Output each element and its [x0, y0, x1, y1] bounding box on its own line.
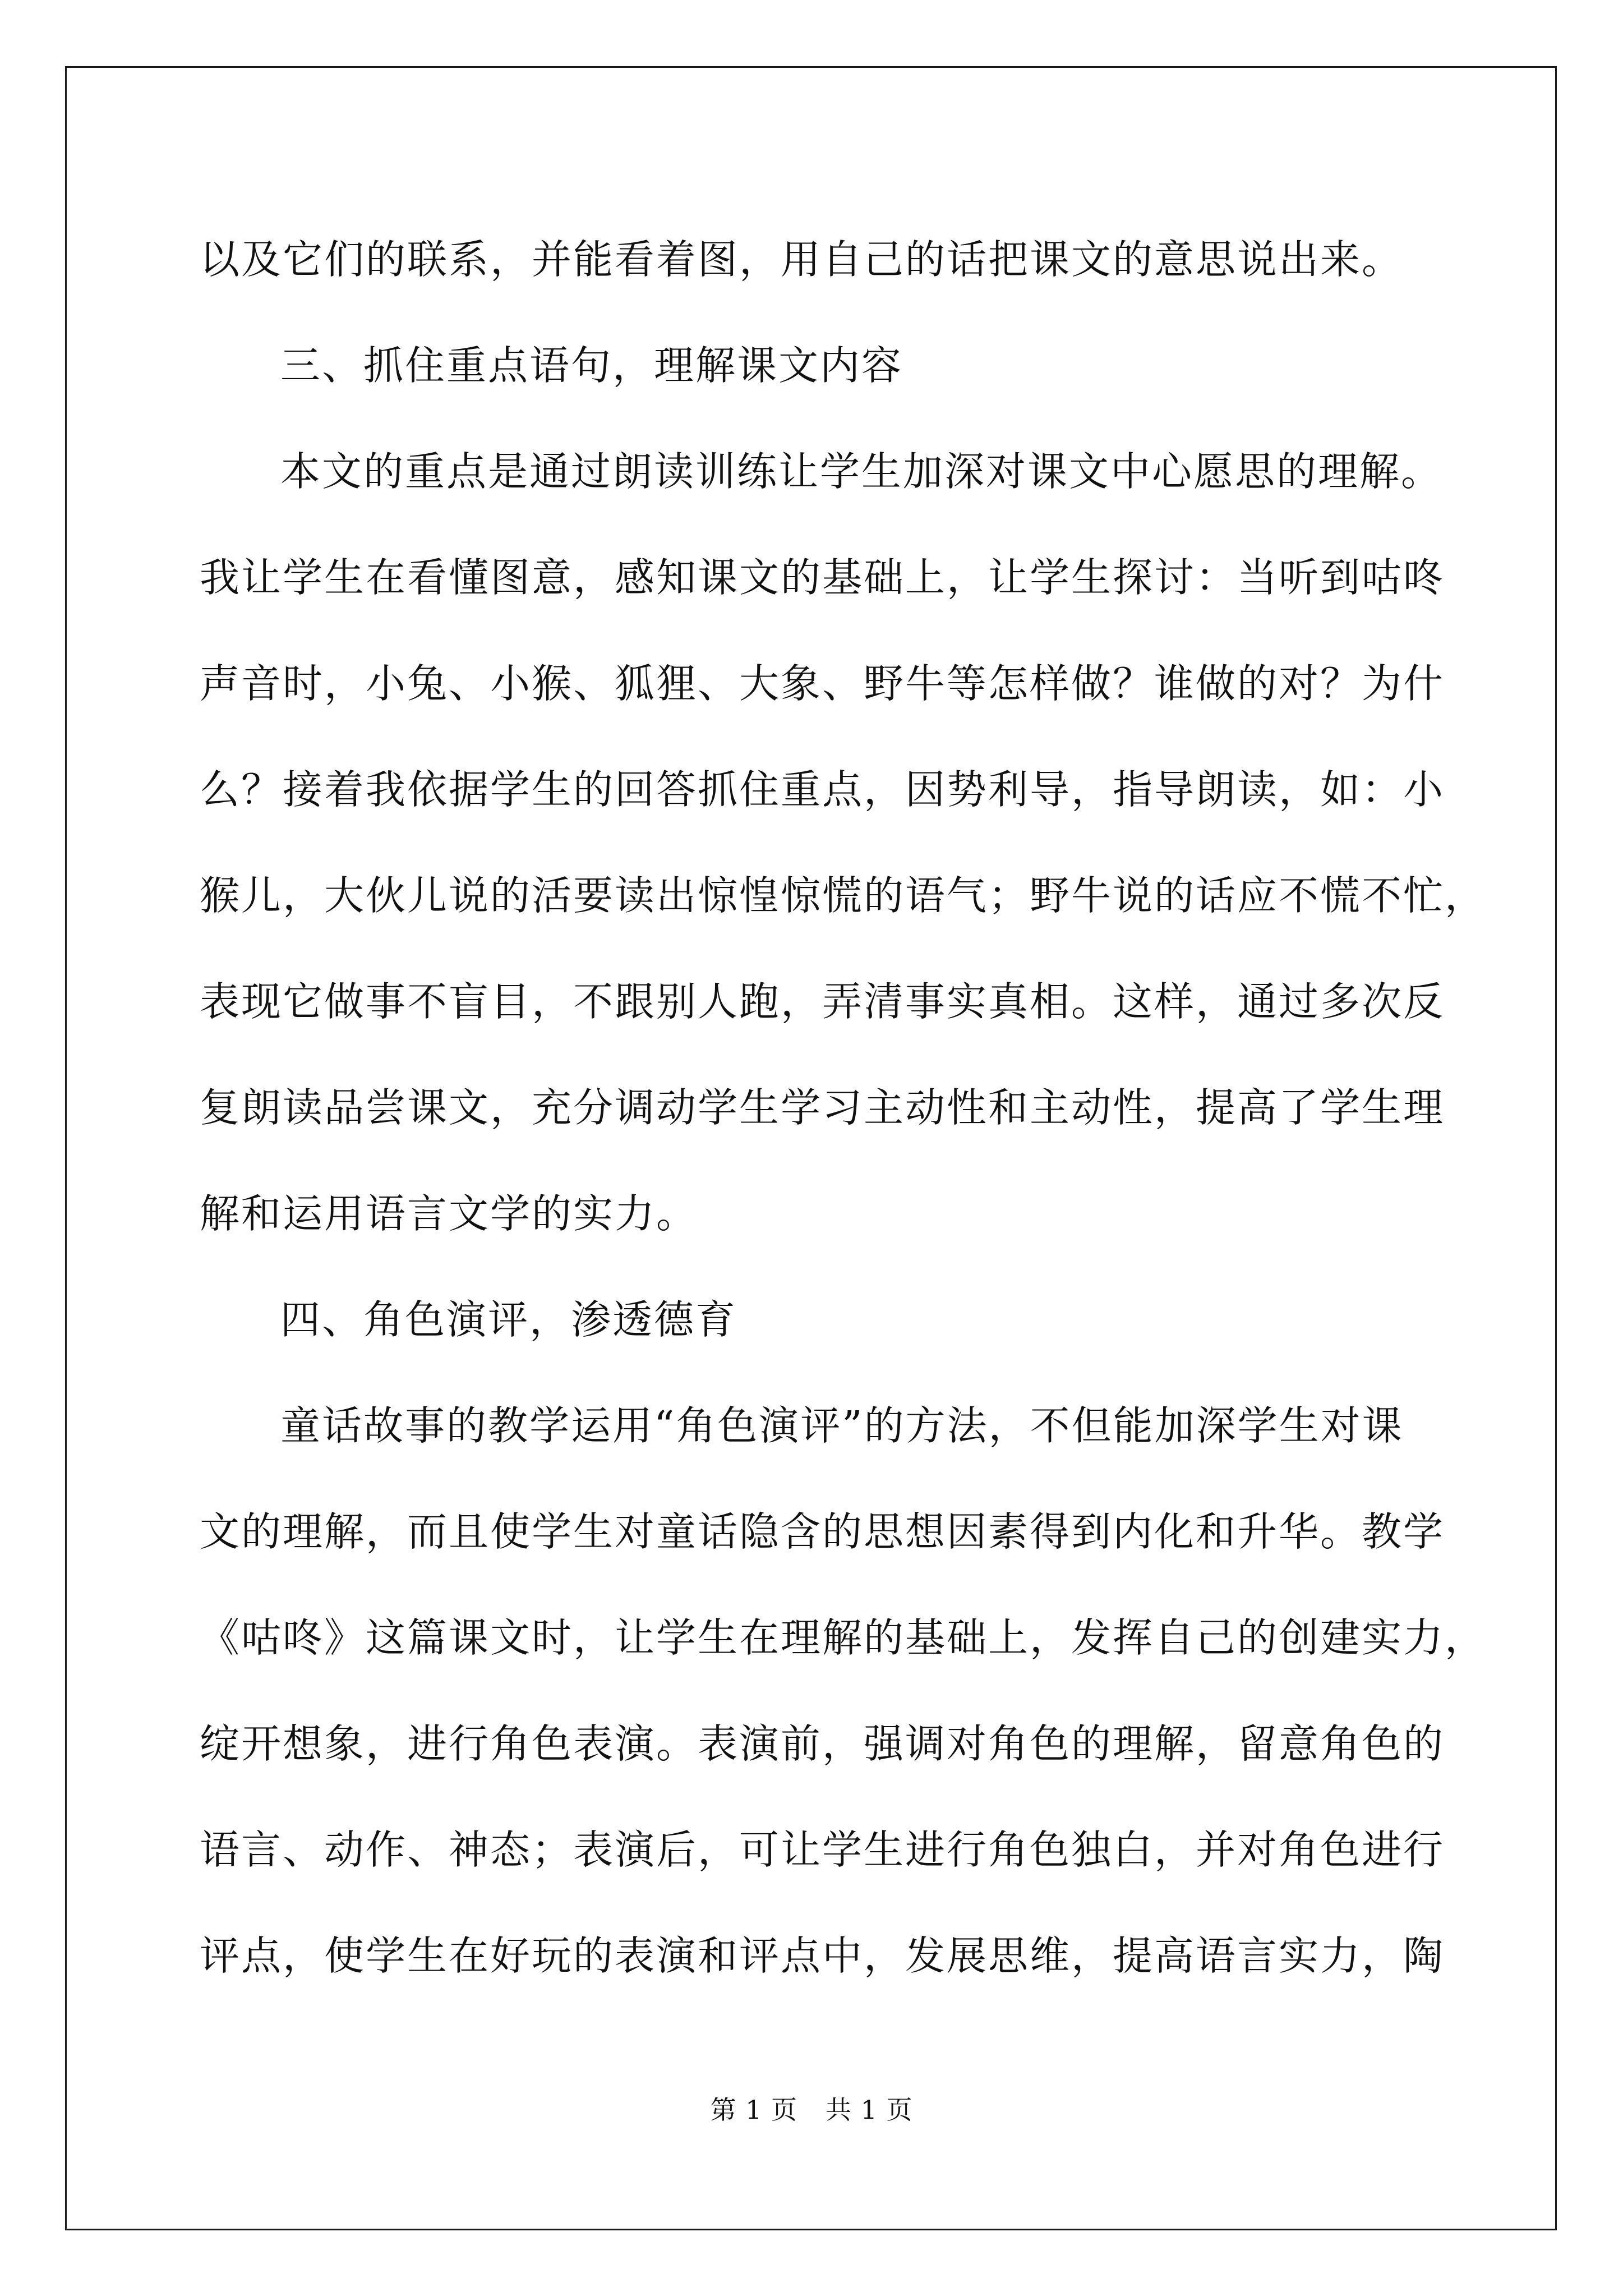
section-heading: 三、抓住重点语句，理解课文内容 [280, 342, 903, 389]
text-line: 童话故事的教学运用“角色演评”的方法，不但能加深学生对课 [280, 1402, 1404, 1449]
text-line: 声音时，小兔、小猴、狐狸、大象、野牛等怎样做？谁做的对？为什 [200, 660, 1445, 707]
text-line: 以及它们的联系，并能看着图，用自己的话把课文的意思说出来。 [200, 236, 1404, 283]
text-line: 解和运用语言文学的实力。 [200, 1190, 698, 1237]
text-line: 么？接着我依据学生的回答抓住重点，因势利导，指导朗读，如：小 [200, 766, 1445, 813]
page-footer [0, 2090, 1623, 2127]
text-line: 我让学生在看懂图意，感知课文的基础上，让学生探讨：当听到咕咚 [200, 554, 1445, 601]
text-line: 猴儿，大伙儿说的活要读出惊惶惊慌的语气；野牛说的话应不慌不忙， [200, 872, 1487, 919]
text-line: 复朗读品尝课文，充分调动学生学习主动性和主动性，提高了学生理 [200, 1084, 1445, 1131]
text-line: 表现它做事不盲目，不跟别人跑，弄清事实真相。这样，通过多次反 [200, 978, 1445, 1025]
text-line: 绽开想象，进行角色表演。表演前，强调对角色的理解，留意角色的 [200, 1720, 1445, 1767]
text-line: 本文的重点是通过朗读训练让学生加深对课文中心愿思的理解。 [280, 448, 1443, 495]
section-heading: 四、角色演评，渗透德育 [280, 1296, 737, 1343]
text-line: 语言、动作、神态；表演后，可让学生进行角色独白，并对角色进行 [200, 1826, 1445, 1873]
text-line: 《咕咚》这篇课文时，让学生在理解的基础上，发挥自己的创建实力， [200, 1614, 1487, 1661]
document-body [200, 206, 1487, 2009]
text-line: 评点，使学生在好玩的表演和评点中，发展思维，提高语言实力，陶 [200, 1932, 1445, 1979]
text-line: 文的理解，而且使学生对童话隐含的思想因素得到内化和升华。教学 [200, 1508, 1445, 1555]
page-total: 共 1 页 [826, 2095, 913, 2125]
page-number: 第 1 页 [710, 2095, 797, 2125]
